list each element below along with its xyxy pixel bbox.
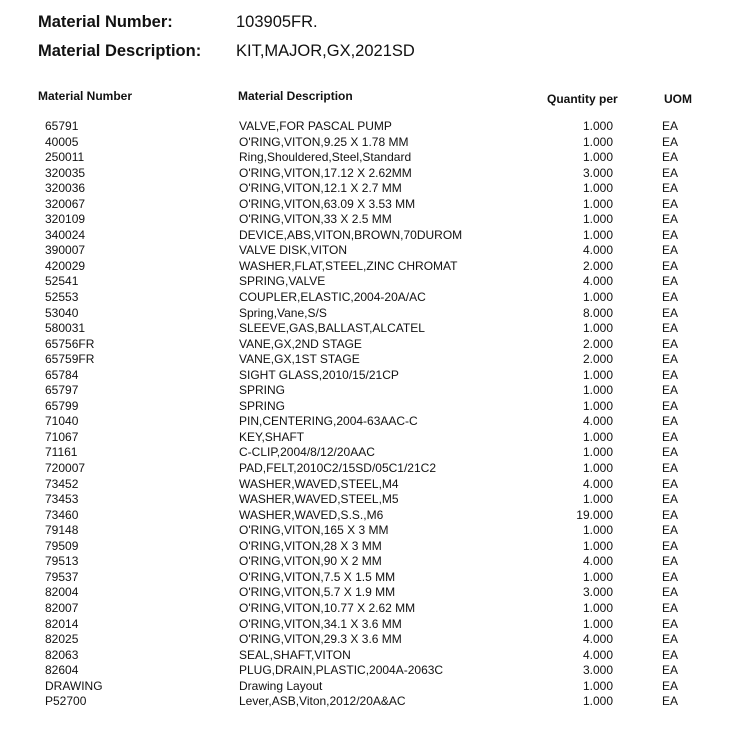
table-row (0, 290, 740, 306)
quantity-cell: 1.000 (582, 694, 613, 709)
uom-cell: EA (662, 694, 679, 709)
material-description-cell: O'RING,VITON,5.7 X 1.9 MM (239, 585, 396, 600)
material-description-cell: DEVICE,ABS,VITON,BROWN,70DUROM (239, 227, 463, 242)
uom-cell: EA (662, 445, 679, 460)
quantity-cell: 8.000 (582, 305, 613, 320)
table-row (0, 197, 740, 213)
material-description-cell: Drawing Layout (239, 678, 323, 693)
material-number-cell: 82007 (45, 600, 79, 615)
material-number-value: 103905FR. (236, 13, 318, 31)
quantity-cell: 1.000 (582, 492, 613, 507)
material-description-cell: KEY,SHAFT (239, 429, 305, 444)
material-number-cell: 340024 (45, 227, 86, 242)
material-number-cell: 73460 (45, 507, 79, 522)
column-header-material-description: Material Description (238, 89, 353, 103)
material-description-value: KIT,MAJOR,GX,2021SD (236, 42, 415, 60)
material-description-cell: O'RING,VITON,17.12 X 2.62MM (239, 165, 412, 180)
uom-cell: EA (662, 538, 679, 553)
material-number-cell: 79537 (45, 569, 79, 584)
table-row (0, 414, 740, 430)
quantity-cell: 1.000 (582, 538, 613, 553)
material-number-cell: 82025 (45, 632, 79, 647)
uom-cell: EA (662, 569, 679, 584)
quantity-cell: 1.000 (582, 212, 613, 227)
material-number-cell: 71067 (45, 429, 79, 444)
material-number-cell: 79513 (45, 554, 79, 569)
uom-cell: EA (662, 290, 679, 305)
material-description-cell: O'RING,VITON,63.09 X 3.53 MM (239, 196, 416, 211)
uom-cell: EA (662, 398, 679, 413)
table-row (0, 243, 740, 259)
uom-cell: EA (662, 336, 679, 351)
material-number-cell: 71161 (45, 445, 78, 460)
material-number-cell: 320109 (45, 212, 86, 227)
quantity-cell: 1.000 (582, 600, 613, 615)
quantity-cell: 1.000 (582, 429, 613, 444)
material-description-cell: Lever,ASB,Viton,2012/20A&AC (239, 694, 406, 709)
table-row (0, 181, 740, 197)
material-number-cell: 65784 (45, 367, 79, 382)
table-row (0, 212, 740, 228)
material-number-cell: 250011 (45, 150, 85, 165)
quantity-cell: 1.000 (582, 398, 613, 413)
column-header-material-number: Material Number (38, 89, 133, 103)
uom-cell: EA (662, 258, 679, 273)
column-header-quantity: Quantity per (547, 92, 618, 106)
uom-cell: EA (662, 647, 679, 662)
material-description-cell: C-CLIP,2004/8/12/20AAC (239, 445, 375, 460)
material-number-cell: 52553 (45, 290, 79, 305)
table-row (0, 135, 740, 151)
material-number-label: Material Number: (38, 13, 173, 31)
table-row (0, 228, 740, 244)
material-number-cell: 65759FR (45, 352, 95, 367)
column-header-uom: UOM (664, 92, 692, 106)
material-description-cell: Spring,Vane,S/S (239, 305, 327, 320)
material-description-cell: SEAL,SHAFT,VITON (239, 647, 351, 662)
material-description-cell: VANE,GX,2ND STAGE (239, 336, 362, 351)
uom-cell: EA (662, 212, 679, 227)
material-number-cell: 320067 (45, 196, 86, 211)
quantity-cell: 1.000 (582, 523, 613, 538)
table-row (0, 321, 740, 337)
quantity-cell: 1.000 (582, 119, 613, 133)
uom-cell: EA (662, 383, 679, 398)
material-number-cell: 73452 (45, 476, 79, 491)
table-row (0, 430, 740, 446)
quantity-cell: 1.000 (582, 150, 613, 165)
table-row (0, 508, 740, 524)
uom-cell: EA (662, 632, 679, 647)
uom-cell: EA (662, 134, 679, 149)
quantity-cell: 1.000 (582, 616, 613, 631)
material-description-cell: SPRING (239, 383, 286, 398)
material-number-cell: 390007 (45, 243, 86, 258)
uom-cell: EA (662, 461, 679, 476)
material-number-cell: 53040 (45, 305, 79, 320)
material-number-cell: 420029 (45, 258, 86, 273)
uom-cell: EA (662, 119, 679, 133)
material-description-cell: O'RING,VITON,33 X 2.5 MM (239, 212, 392, 227)
quantity-cell: 19.000 (576, 507, 613, 522)
table-row (0, 166, 740, 182)
uom-cell: EA (662, 243, 679, 258)
material-description-cell: WASHER,FLAT,STEEL,ZINC CHROMAT (239, 258, 458, 273)
table-row (0, 523, 740, 539)
uom-cell: EA (662, 150, 679, 165)
table-row (0, 399, 740, 415)
material-number-cell: 79148 (45, 523, 79, 538)
quantity-cell: 1.000 (582, 196, 613, 211)
table-row (0, 352, 740, 368)
table-row (0, 259, 740, 275)
material-number-cell: P52700 (45, 694, 87, 709)
material-description-cell: O'RING,VITON,165 X 3 MM (239, 523, 389, 538)
uom-cell: EA (662, 585, 679, 600)
table-row (0, 119, 740, 135)
table-row (0, 306, 740, 322)
material-description-cell: O'RING,VITON,12.1 X 2.7 MM (239, 181, 402, 196)
uom-cell: EA (662, 305, 679, 320)
table-row (0, 663, 740, 679)
material-description-cell: O'RING,VITON,90 X 2 MM (239, 554, 382, 569)
uom-cell: EA (662, 507, 679, 522)
table-row (0, 383, 740, 399)
table-row (0, 150, 740, 166)
material-number-cell: 320036 (45, 181, 86, 196)
quantity-cell: 1.000 (582, 367, 613, 382)
table-row (0, 445, 740, 461)
material-number-cell: 82604 (45, 663, 79, 678)
table-row (0, 477, 740, 493)
table-row (0, 679, 740, 695)
quantity-cell: 1.000 (582, 227, 613, 242)
material-description-cell: VALVE,FOR PASCAL PUMP (239, 119, 392, 133)
material-number-cell: 82063 (45, 647, 79, 662)
quantity-cell: 3.000 (582, 663, 613, 678)
material-number-cell: 40005 (45, 134, 79, 149)
material-description-cell: Ring,Shouldered,Steel,Standard (239, 150, 412, 165)
material-number-cell: 65797 (45, 383, 79, 398)
quantity-cell: 4.000 (582, 632, 613, 647)
uom-cell: EA (662, 476, 679, 491)
material-description-cell: O'RING,VITON,34.1 X 3.6 MM (239, 616, 402, 631)
quantity-cell: 1.000 (582, 678, 613, 693)
uom-cell: EA (662, 181, 679, 196)
uom-cell: EA (662, 492, 679, 507)
quantity-cell: 1.000 (582, 461, 613, 476)
material-description-cell: O'RING,VITON,9.25 X 1.78 MM (239, 134, 409, 149)
quantity-cell: 4.000 (582, 476, 613, 491)
material-number-cell: 720007 (45, 461, 86, 476)
uom-cell: EA (662, 227, 679, 242)
material-description-cell: SPRING,VALVE (239, 274, 326, 289)
material-description-cell: VANE,GX,1ST STAGE (239, 352, 360, 367)
uom-cell: EA (662, 367, 679, 382)
material-description-cell: PAD,FELT,2010C2/15SD/05C1/21C2 (239, 461, 436, 476)
material-description-cell: O'RING,VITON,28 X 3 MM (239, 538, 382, 553)
uom-cell: EA (662, 352, 679, 367)
table-row (0, 648, 740, 664)
table-row (0, 368, 740, 384)
quantity-cell: 1.000 (582, 321, 613, 336)
uom-cell: EA (662, 663, 679, 678)
uom-cell: EA (662, 523, 679, 538)
material-description-cell: SLEEVE,GAS,BALLAST,ALCATEL (239, 321, 425, 336)
quantity-cell: 4.000 (582, 554, 613, 569)
material-number-cell: 82004 (45, 585, 79, 600)
material-number-cell: 82014 (45, 616, 79, 631)
material-description-cell: SIGHT GLASS,2010/15/21CP (239, 367, 399, 382)
material-number-cell: 52541 (45, 274, 79, 289)
table-row (0, 570, 740, 586)
uom-cell: EA (662, 321, 679, 336)
table-row (0, 585, 740, 601)
bom-table-body (0, 119, 740, 710)
table-row (0, 274, 740, 290)
material-number-cell: 65799 (45, 398, 79, 413)
table-row (0, 337, 740, 353)
table-row (0, 539, 740, 555)
quantity-cell: 4.000 (582, 647, 613, 662)
material-description-cell: PIN,CENTERING,2004-63AAC-C (239, 414, 418, 429)
table-row (0, 601, 740, 617)
quantity-cell: 2.000 (582, 336, 613, 351)
uom-cell: EA (662, 678, 679, 693)
material-description-cell: VALVE DISK,VITON (239, 243, 348, 258)
material-description-cell: SPRING (239, 398, 286, 413)
uom-cell: EA (662, 274, 679, 289)
table-row (0, 461, 740, 477)
quantity-cell: 3.000 (582, 585, 613, 600)
material-number-cell: 320035 (45, 165, 86, 180)
material-description-label: Material Description: (38, 42, 202, 60)
quantity-cell: 4.000 (582, 243, 613, 258)
quantity-cell: 4.000 (582, 274, 613, 289)
material-description-cell: WASHER,WAVED,STEEL,M4 (239, 476, 399, 491)
quantity-cell: 1.000 (582, 569, 613, 584)
quantity-cell: 1.000 (582, 383, 613, 398)
uom-cell: EA (662, 554, 679, 569)
table-row (0, 554, 740, 570)
table-row (0, 617, 740, 633)
material-number-cell: 580031 (45, 321, 86, 336)
material-number-cell: DRAWING (45, 678, 103, 693)
material-description-cell: O'RING,VITON,29.3 X 3.6 MM (239, 632, 402, 647)
material-number-cell: 65791 (45, 119, 79, 133)
table-row (0, 492, 740, 508)
material-number-cell: 71040 (45, 414, 79, 429)
quantity-cell: 4.000 (582, 414, 613, 429)
material-number-cell: 65756FR (45, 336, 95, 351)
material-number-cell: 73453 (45, 492, 79, 507)
uom-cell: EA (662, 600, 679, 615)
material-description-cell: WASHER,WAVED,S.S.,M6 (239, 507, 384, 522)
material-description-cell: COUPLER,ELASTIC,2004-20A/AC (239, 290, 426, 305)
quantity-cell: 1.000 (582, 445, 613, 460)
quantity-cell: 1.000 (582, 134, 613, 149)
uom-cell: EA (662, 196, 679, 211)
material-description-cell: WASHER,WAVED,STEEL,M5 (239, 492, 399, 507)
material-description-cell: O'RING,VITON,7.5 X 1.5 MM (239, 569, 396, 584)
material-description-cell: PLUG,DRAIN,PLASTIC,2004A-2063C (239, 663, 444, 678)
quantity-cell: 3.000 (582, 165, 613, 180)
uom-cell: EA (662, 414, 679, 429)
material-description-cell: O'RING,VITON,10.77 X 2.62 MM (239, 600, 416, 615)
uom-cell: EA (662, 165, 679, 180)
material-number-cell: 79509 (45, 538, 79, 553)
table-row (0, 632, 740, 648)
quantity-cell: 1.000 (582, 181, 613, 196)
quantity-cell: 1.000 (582, 290, 613, 305)
quantity-cell: 2.000 (582, 258, 613, 273)
uom-cell: EA (662, 429, 679, 444)
uom-cell: EA (662, 616, 679, 631)
quantity-cell: 2.000 (582, 352, 613, 367)
table-row (0, 694, 740, 710)
